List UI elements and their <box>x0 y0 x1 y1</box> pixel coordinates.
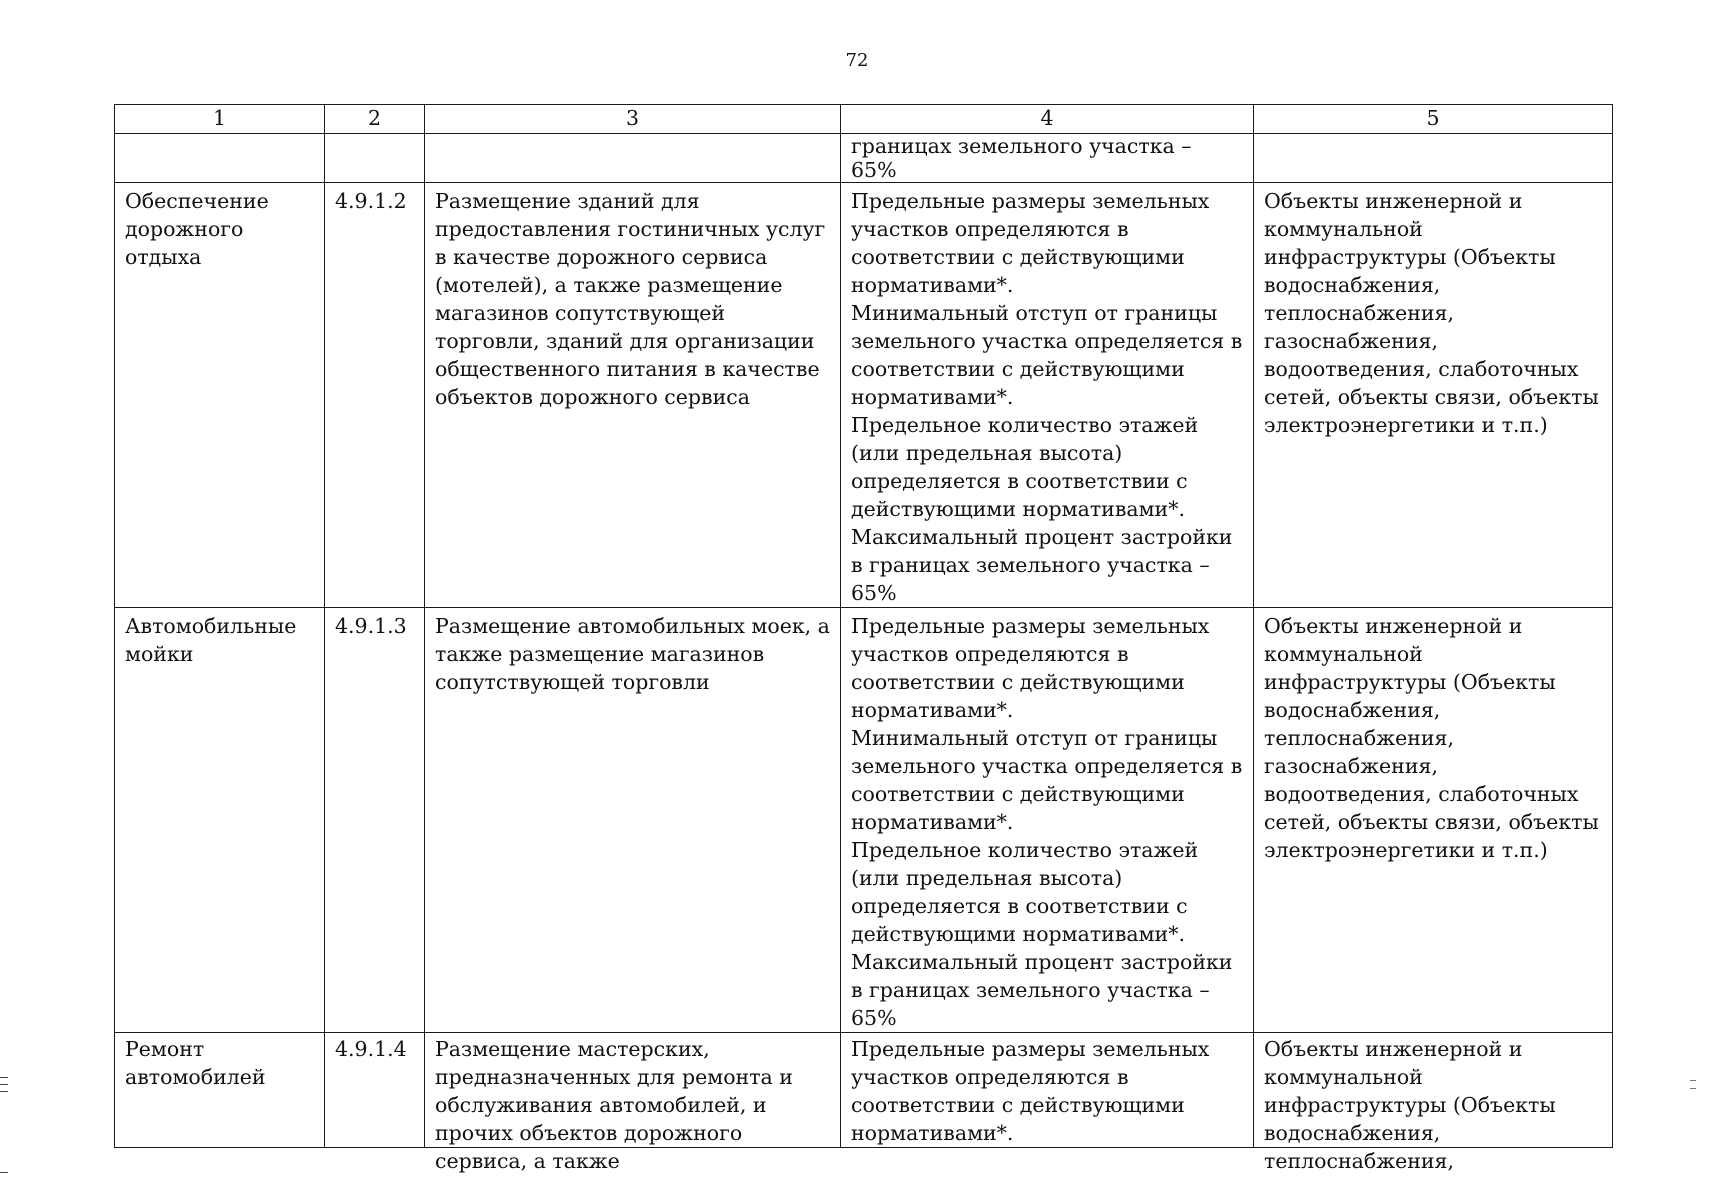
use-code-cell: 4.9.1.3 <box>325 608 425 1033</box>
use-parameters-text: Предельные размеры земельных участков определяются в соответствии с действующими нормативами*. <box>851 1037 1210 1145</box>
header-cell-5: 5 <box>1254 105 1613 134</box>
scan-edge-mark <box>0 1084 8 1085</box>
use-parameters-cell <box>841 1033 1254 1148</box>
auxiliary-uses-cell: Объекты инженерной и коммунальной инфраструктуры (Объекты водоснабжения, теплоснабжения, газоснабжения, водоотведения, слаботочных сетей, объекты связи, объекты электроэнергетики и т.п.) <box>1254 183 1613 608</box>
use-code-cell <box>325 1033 425 1148</box>
use-description-text: Размещение мастерских, предназначенных для ремонта и обслуживания автомобилей, и прочих объектов дорожного сервиса, а также <box>435 1037 793 1173</box>
auxiliary-uses-text: Объекты инженерной и коммунальной инфраструктуры (Объекты водоснабжения, теплоснабжения, <box>1264 1037 1556 1173</box>
use-name-text: Ремонт автомобилей <box>125 1037 266 1089</box>
auxiliary-uses-cell <box>1254 1033 1613 1173</box>
table-row <box>115 608 1613 1033</box>
scan-edge-mark <box>0 1077 8 1078</box>
use-name-cell: Автомобильные мойки <box>115 608 325 1033</box>
table-row <box>115 183 1613 608</box>
use-description-cell: Размещение зданий для предоставления гостиничных услуг в качестве дорожного сервиса (мотелей), а также размещение магазинов сопутствующей торговли, зданий для организации общественного питания в качестве объектов дорожного сервиса <box>425 183 841 608</box>
use-parameters-cell: Предельные размеры земельных участков определяются в соответствии с действующими нормативами*. Минимальный отступ от границы земельного участка определяется в соответствии с действующими нормативами*. Предельное количество этажей (или предельная высота) определяется в соответствии с действующими нормативами*. Максимальный процент застройки в границах земельного участка – 65% <box>841 183 1254 608</box>
continuation-cell-1 <box>115 134 325 183</box>
continuation-cell-5 <box>1254 134 1613 183</box>
page-number: 72 <box>845 50 869 71</box>
header-cell-4: 4 <box>841 105 1254 134</box>
use-code-cell: 4.9.1.2 <box>325 183 425 608</box>
scan-edge-mark <box>1690 1080 1696 1081</box>
table-row <box>115 1033 1613 1148</box>
scan-edge-mark <box>0 1172 8 1173</box>
use-parameters-cell: Предельные размеры земельных участков определяются в соответствии с действующими нормативами*. Минимальный отступ от границы земельного участка определяется в соответствии с действующими нормативами*. Предельное количество этажей (или предельная высота) определяется в соответствии с действующими нормативами*. Максимальный процент застройки в границах земельного участка – 65% <box>841 608 1254 1033</box>
use-code-text: 4.9.1.4 <box>335 1037 407 1061</box>
continuation-cell-3 <box>425 134 841 183</box>
use-description-cell <box>425 1033 841 1173</box>
continuation-cell-4: границах земельного участка – 65% <box>841 134 1254 183</box>
use-name-cell <box>115 1033 325 1148</box>
continuation-row <box>115 134 1613 183</box>
header-cell-3: 3 <box>425 105 841 134</box>
header-cell-1: 1 <box>115 105 325 134</box>
auxiliary-uses-cell: Объекты инженерной и коммунальной инфраструктуры (Объекты водоснабжения, теплоснабжения, газоснабжения, водоотведения, слаботочных сетей, объекты связи, объекты электроэнергетики и т.п.) <box>1254 608 1613 1033</box>
use-name-cell: Обеспечение дорожного отдыха <box>115 183 325 608</box>
header-row <box>115 105 1613 134</box>
header-cell-2: 2 <box>325 105 425 134</box>
zoning-table <box>114 104 1613 1173</box>
scan-edge-mark <box>1690 1088 1696 1089</box>
use-description-cell: Размещение автомобильных моек, а также размещение магазинов сопутствующей торговли <box>425 608 841 1033</box>
continuation-cell-2 <box>325 134 425 183</box>
scan-edge-mark <box>0 1091 8 1092</box>
